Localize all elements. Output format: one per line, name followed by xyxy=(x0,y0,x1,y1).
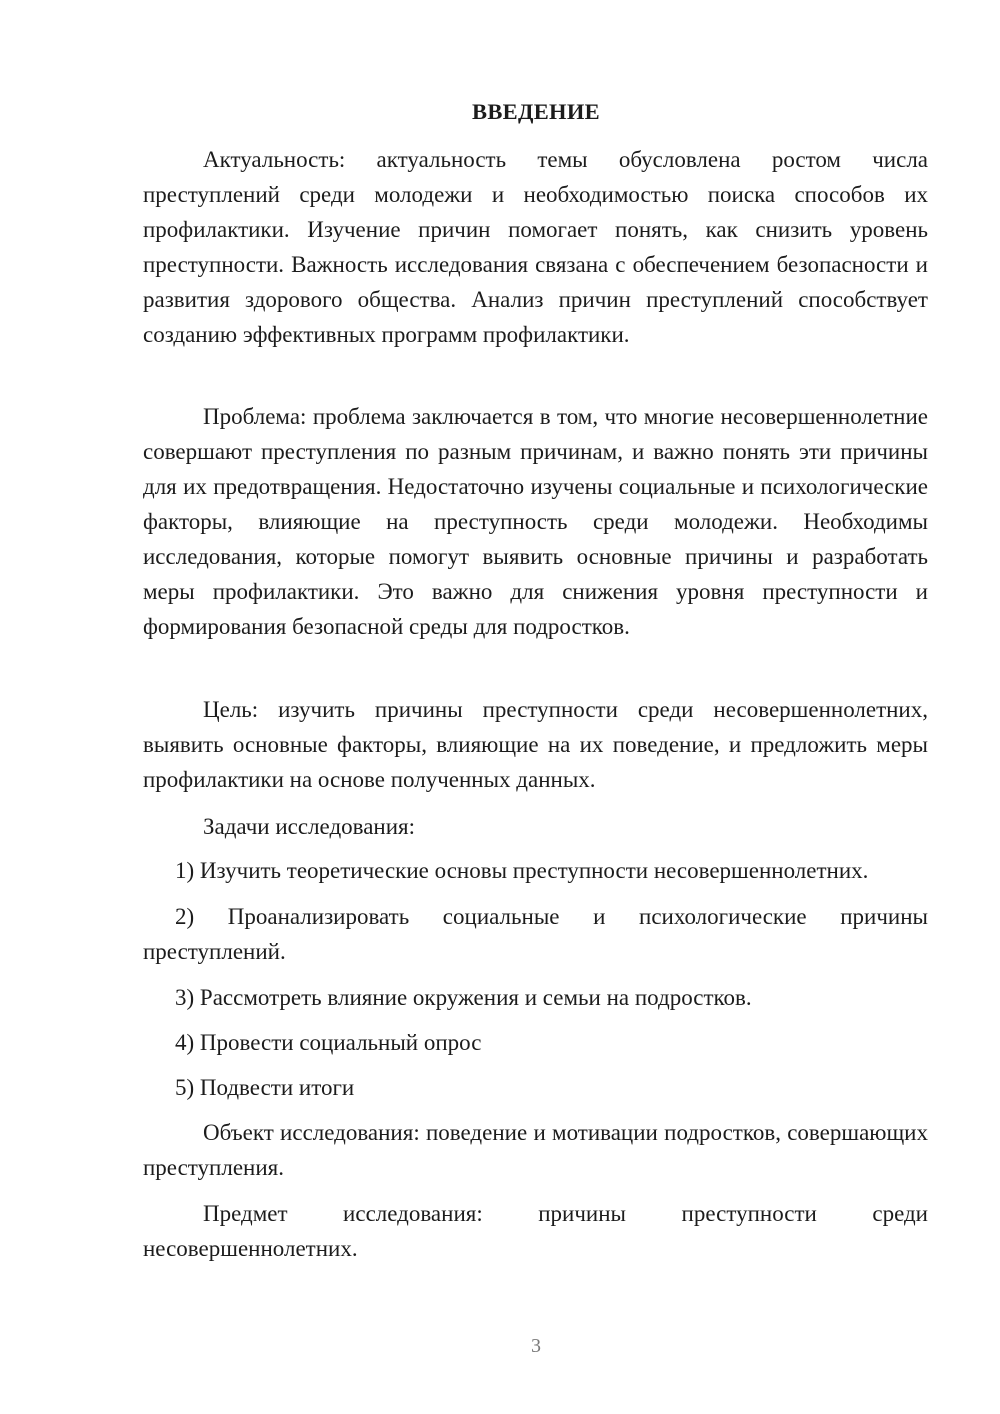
problem-paragraph: Проблема: проблема заключается в том, что многие несовершеннолетние совершают преступления по разным причинам, и важно понять эти причины для их предотвращения. Недостаточно изучены социальные и психологические факторы, влияющие на преступность среди молодежи. Необходимы исследования, которые помогут выявить основные причины и разработать меры профилактики. Это важно для снижения уровня преступности и формирования безопасной среды для подростков. xyxy=(143,404,928,639)
task-item-1: 1) Изучить теоретические основы преступности несовершеннолетних. xyxy=(175,858,869,883)
task-item-4: 4) Провести социальный опрос xyxy=(175,1030,482,1055)
goal-paragraph: Цель: изучить причины преступности среди несовершеннолетних, выявить основные факторы, влияющие на их поведение, и предложить меры профилактики на основе полученных данных. xyxy=(143,697,928,792)
relevance-paragraph: Актуальность: актуальность темы обусловлена ростом числа преступлений среди молодежи и необходимостью поиска способов их профилактики. Изучение причин помогает понять, как снизить уровень преступности. Важность исследования связана с обеспечением безопасности и развития здорового общества. Анализ причин преступлений способствует созданию эффективных программ профилактики. xyxy=(143,147,928,347)
page-number: 3 xyxy=(531,1335,541,1357)
task-item-2: 2) Проанализировать социальные и психологические причины преступлений. xyxy=(143,904,928,964)
task-item-3: 3) Рассмотреть влияние окружения и семьи на подростков. xyxy=(175,985,752,1010)
task-item-5: 5) Подвести итоги xyxy=(175,1075,355,1100)
tasks-heading: Задачи исследования: xyxy=(203,814,416,839)
subject-paragraph: Предмет исследования: причины преступности среди несовершеннолетних. xyxy=(143,1201,928,1261)
object-paragraph: Объект исследования: поведение и мотивации подростков, совершающих преступления. xyxy=(143,1120,928,1180)
page-title: ВВЕДЕНИЕ xyxy=(472,99,600,124)
